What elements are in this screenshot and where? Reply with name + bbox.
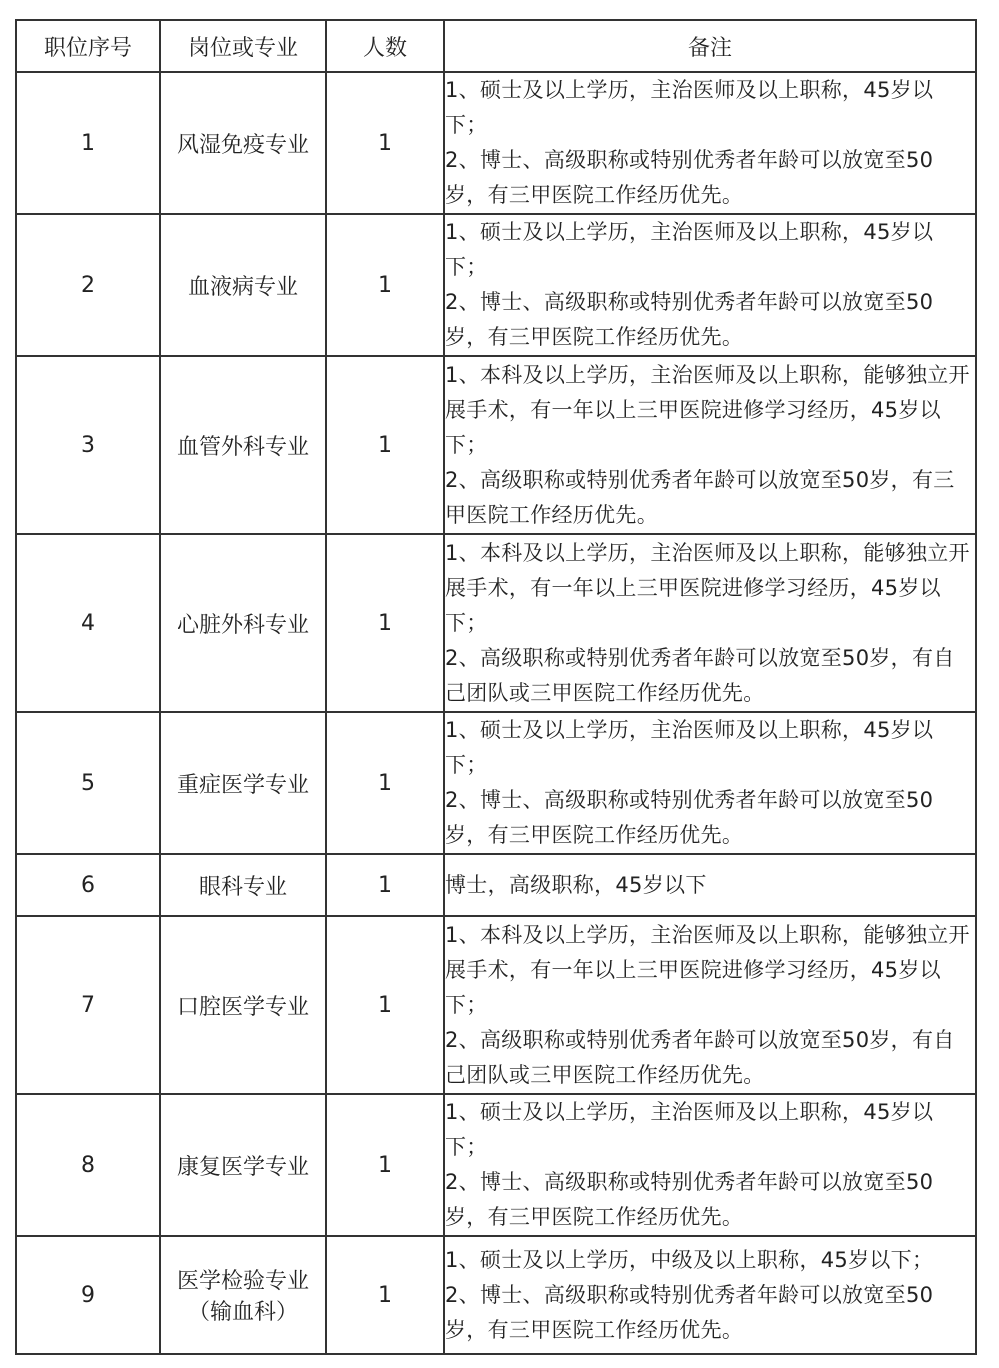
header-position: 岗位或专业 <box>160 20 326 72</box>
note-line: 2、高级职称或特别优秀者年龄可以放宽至50岁，有自己团队或三甲医院工作经历优先。 <box>445 645 955 705</box>
cell-id: 9 <box>16 1236 160 1354</box>
cell-id: 7 <box>16 916 160 1094</box>
cell-position: 眼科专业 <box>160 854 326 916</box>
header-id: 职位序号 <box>16 20 160 72</box>
cell-notes <box>444 854 976 916</box>
cell-id: 4 <box>16 534 160 712</box>
cell-notes <box>444 712 976 854</box>
cell-id: 1 <box>16 72 160 214</box>
cell-count: 1 <box>326 72 444 214</box>
table-row <box>16 534 976 712</box>
cell-count: 1 <box>326 854 444 916</box>
note-line: 1、本科及以上学历，主治医师及以上职称，能够独立开展手术，有一年以上三甲医院进修学习经历，45岁以下； <box>445 922 970 1017</box>
cell-notes <box>444 1094 976 1236</box>
cell-position: 康复医学专业 <box>160 1094 326 1236</box>
note-line: 1、本科及以上学历，主治医师及以上职称，能够独立开展手术，有一年以上三甲医院进修学习经历，45岁以下； <box>445 362 970 457</box>
note-line: 2、博士、高级职称或特别优秀者年龄可以放宽至50岁，有三甲医院工作经历优先。 <box>445 1282 934 1342</box>
note-line: 2、高级职称或特别优秀者年龄可以放宽至50岁，有自己团队或三甲医院工作经历优先。 <box>445 1027 955 1087</box>
cell-id: 2 <box>16 214 160 356</box>
note-line: 1、硕士及以上学历，主治医师及以上职称，45岁以下； <box>445 78 934 137</box>
table-row <box>16 1094 976 1236</box>
cell-id: 3 <box>16 356 160 534</box>
header-count: 人数 <box>326 20 444 72</box>
table-row <box>16 712 976 854</box>
note-line: 1、本科及以上学历，主治医师及以上职称，能够独立开展手术，有一年以上三甲医院进修学习经历，45岁以下； <box>445 540 970 635</box>
cell-notes <box>444 1236 976 1354</box>
note-line: 2、高级职称或特别优秀者年龄可以放宽至50岁，有三甲医院工作经历优先。 <box>445 467 955 527</box>
cell-position: 心脏外科专业 <box>160 534 326 712</box>
note-line: 2、博士、高级职称或特别优秀者年龄可以放宽至50岁，有三甲医院工作经历优先。 <box>445 1170 934 1229</box>
cell-position: 血液病专业 <box>160 214 326 356</box>
cell-count: 1 <box>326 214 444 356</box>
cell-notes <box>444 72 976 214</box>
cell-count: 1 <box>326 712 444 854</box>
note-line: 1、硕士及以上学历，中级及以上职称，45岁以下； <box>445 1247 934 1272</box>
cell-id: 5 <box>16 712 160 854</box>
positions-table <box>15 19 977 1355</box>
table-row <box>16 356 976 534</box>
cell-id: 8 <box>16 1094 160 1236</box>
note-line: 博士，高级职称，45岁以下 <box>445 872 707 897</box>
table-row <box>16 72 976 214</box>
cell-count: 1 <box>326 356 444 534</box>
note-line: 1、硕士及以上学历，主治医师及以上职称，45岁以下； <box>445 220 934 279</box>
cell-position: 风湿免疫专业 <box>160 72 326 214</box>
table-row <box>16 854 976 916</box>
header-row <box>16 20 976 72</box>
note-line: 2、博士、高级职称或特别优秀者年龄可以放宽至50岁，有三甲医院工作经历优先。 <box>445 290 934 349</box>
cell-count: 1 <box>326 534 444 712</box>
note-line: 2、博士、高级职称或特别优秀者年龄可以放宽至50岁，有三甲医院工作经历优先。 <box>445 788 934 847</box>
cell-position: 口腔医学专业 <box>160 916 326 1094</box>
cell-count: 1 <box>326 1094 444 1236</box>
table-row <box>16 1236 976 1354</box>
table-row <box>16 214 976 356</box>
cell-position: 血管外科专业 <box>160 356 326 534</box>
note-line: 1、硕士及以上学历，主治医师及以上职称，45岁以下； <box>445 718 934 777</box>
cell-position <box>160 1236 326 1354</box>
cell-id: 6 <box>16 854 160 916</box>
cell-notes <box>444 356 976 534</box>
position-subname: （输血科） <box>187 1300 298 1325</box>
cell-count: 1 <box>326 1236 444 1354</box>
table-row <box>16 916 976 1094</box>
cell-notes <box>444 916 976 1094</box>
header-notes: 备注 <box>444 20 976 72</box>
cell-count: 1 <box>326 916 444 1094</box>
cell-notes <box>444 214 976 356</box>
note-line: 1、硕士及以上学历，主治医师及以上职称，45岁以下； <box>445 1100 934 1159</box>
position-name: 医学检验专业 <box>176 1269 309 1294</box>
note-line: 2、博士、高级职称或特别优秀者年龄可以放宽至50岁，有三甲医院工作经历优先。 <box>445 148 934 207</box>
cell-position: 重症医学专业 <box>160 712 326 854</box>
cell-notes <box>444 534 976 712</box>
